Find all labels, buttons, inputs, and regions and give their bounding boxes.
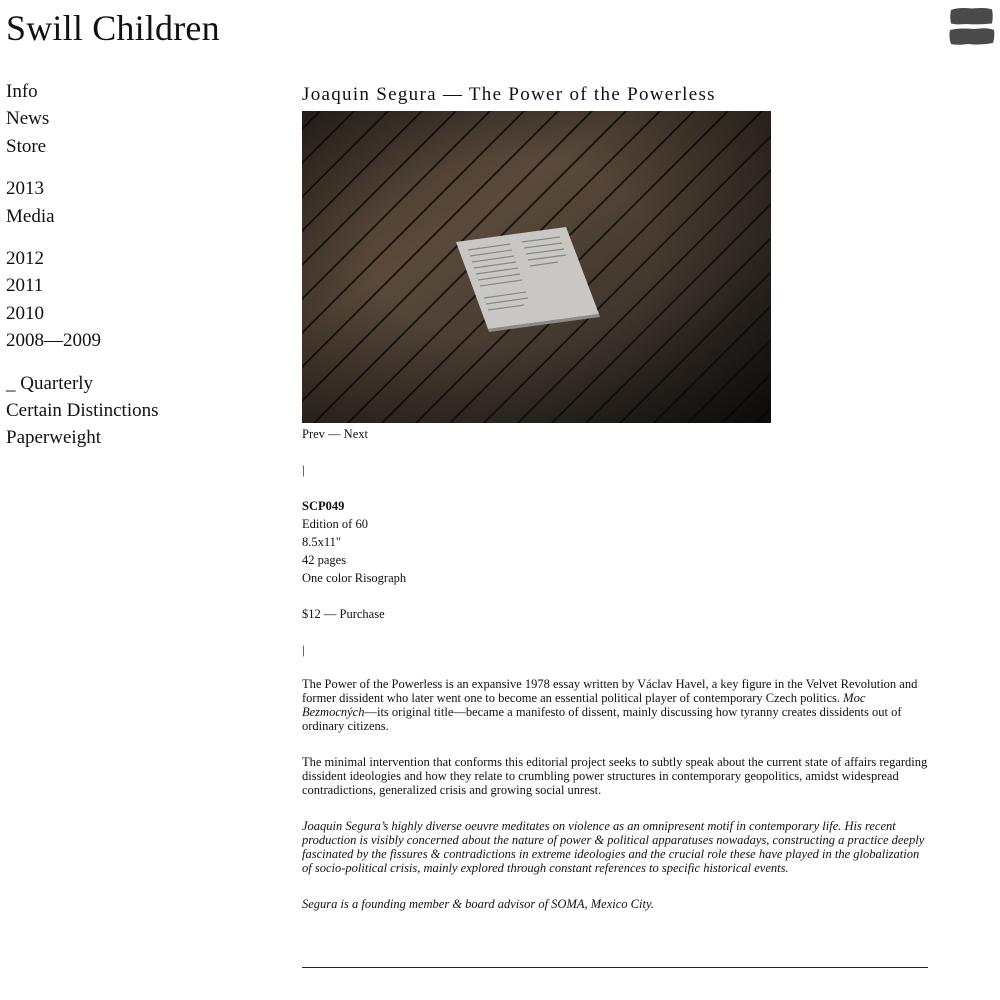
nav-item-media[interactable]: Media xyxy=(6,205,55,227)
nav-group-main xyxy=(6,78,266,160)
price: $12 xyxy=(302,607,321,621)
spec-print: One color Risograph xyxy=(302,571,407,585)
pager xyxy=(302,425,928,443)
nav-item-2011[interactable]: 2011 xyxy=(6,275,44,297)
nav-item-certain-distinctions[interactable]: Certain Distinctions xyxy=(6,400,159,422)
separator: | xyxy=(302,462,305,477)
artist-bio-paragraph: Joaquin Segura’s highly diverse oeuvre meditates on violence as an omnipresent motif in contemporary life. His recent production is visibly concerned about the nature of power & political apparatuses nowadays, constructing a practice deeply fascinated by the fissures & contradictions in extreme ideologies and the crucial role these have played in the globalization of socio-political crisis, mainly explored through constant references to specific historical events. xyxy=(302,819,925,875)
product-code: SCP049 xyxy=(302,499,345,513)
prev-link[interactable]: Prev xyxy=(302,427,325,441)
purchase-link[interactable]: Purchase xyxy=(339,607,385,621)
original-title: Moc Bezmocných xyxy=(302,691,866,719)
nav-item-paperweight[interactable]: Paperweight xyxy=(6,427,101,449)
hamburger-brush-icon[interactable] xyxy=(948,6,996,48)
spec-pages: 42 pages xyxy=(302,553,347,567)
nav-item-2008-2009[interactable]: 2008—2009 xyxy=(6,330,101,352)
site-title[interactable]: Swill Children xyxy=(6,8,220,48)
nav-item-info[interactable]: Info xyxy=(6,81,38,102)
spec-edition: Edition of 60 xyxy=(302,517,368,531)
next-link[interactable]: Next xyxy=(343,427,368,441)
sidebar-nav xyxy=(6,78,266,467)
description-paragraph xyxy=(302,677,928,733)
nav-group-projects xyxy=(6,370,266,452)
description-paragraph: The minimal intervention that conforms this editorial project seeks to subtly speak about the current state of affairs regarding dissident ideologies and how they relate to crumbling power structures in contemporary geopolitics, amidst widespread contradictions, generalized crisis and growing social unrest. xyxy=(302,755,928,797)
separator: | xyxy=(302,642,305,657)
price-dash: — xyxy=(320,607,340,621)
post-content xyxy=(302,82,928,933)
spec-size: 8.5x11" xyxy=(302,535,342,549)
product-specs xyxy=(302,497,928,587)
nav-item-quarterly[interactable]: _ Quarterly xyxy=(6,372,94,394)
nav-item-news[interactable]: News xyxy=(6,108,50,130)
nav-item-2012[interactable]: 2012 xyxy=(6,248,44,270)
price-line xyxy=(302,605,928,623)
nav-item-2010[interactable]: 2010 xyxy=(6,302,44,324)
description-text: The Power of the Powerless is an expansive 1978 essay written by Václav Havel, a key figure in the Velvet Revolution and former dissident who later went one to become an essential political player of contemporary Czech politics. xyxy=(302,677,918,705)
pager-dash: — xyxy=(324,427,344,441)
footer-divider xyxy=(302,967,928,968)
nav-item-2013[interactable]: 2013 xyxy=(6,178,44,200)
artist-affiliation: Segura is a founding member & board advisor of SOMA, Mexico City. xyxy=(302,897,654,911)
post-title: Joaquin Segura — The Power of the Powerless xyxy=(302,84,716,105)
product-photo[interactable] xyxy=(302,111,771,423)
nav-group-archive xyxy=(6,245,266,355)
nav-item-store[interactable]: Store xyxy=(6,135,47,157)
nav-group-2013 xyxy=(6,175,266,230)
description-text: —its original title—became a manifesto of dissent, mainly discussing how tyranny creates dissidents out of ordinary citizens. xyxy=(302,705,902,733)
